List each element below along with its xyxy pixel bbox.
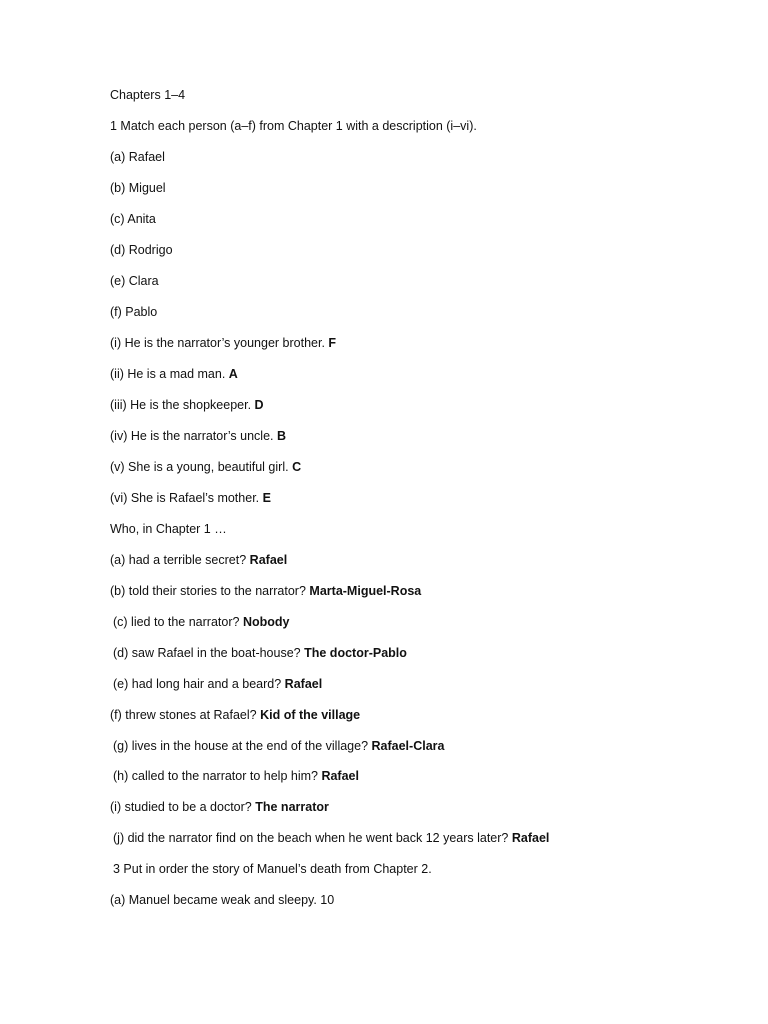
description-answer: D — [254, 398, 264, 412]
who-question — [113, 768, 359, 784]
who-question — [113, 830, 549, 846]
who-question — [110, 552, 287, 568]
order-item: (a) Manuel became weak and sleepy. 10 — [110, 893, 335, 907]
who-question — [113, 614, 289, 630]
who-question-answer: The narrator — [255, 800, 329, 814]
who-question — [113, 738, 444, 754]
description-item — [110, 459, 301, 475]
description-text: (ii) He is a mad man. — [110, 367, 226, 381]
description-text: (iv) He is the narrator’s uncle. — [110, 429, 274, 443]
who-question-answer: Rafael-Clara — [371, 739, 445, 753]
who-question-answer: Marta-Miguel-Rosa — [309, 584, 422, 598]
description-text: (i) He is the narrator’s younger brother. — [110, 336, 325, 350]
description-item — [110, 428, 286, 444]
description-text: (iii) He is the shopkeeper. — [110, 398, 252, 412]
description-item — [110, 397, 264, 413]
person-item: (b) Miguel — [110, 181, 166, 195]
who-question-text: (d) saw Rafael in the boat-house? — [113, 646, 301, 660]
description-item — [110, 335, 336, 351]
description-answer: B — [276, 429, 287, 443]
who-question-text: (j) did the narrator find on the beach when he went back 12 years later? — [113, 831, 509, 845]
who-question-answer: The doctor-Pablo — [304, 646, 407, 660]
person-item: (d) Rodrigo — [110, 243, 173, 257]
description-answer: A — [228, 367, 238, 381]
description-item — [110, 490, 271, 506]
q3-instruction: 3 Put in order the story of Manuel’s death from Chapter 2. — [113, 862, 432, 876]
who-question-answer: Rafael — [284, 677, 323, 691]
who-question — [113, 676, 322, 692]
who-question-text: (g) lives in the house at the end of the village? — [113, 739, 369, 753]
description-answer: C — [292, 460, 302, 474]
person-item: (f) Pablo — [110, 305, 158, 319]
q2-intro: Who, in Chapter 1 … — [110, 522, 227, 536]
who-question-text: (b) told their stories to the narrator? — [110, 584, 306, 598]
person-item: (e) Clara — [110, 274, 159, 288]
who-question-text: (f) threw stones at Rafael? — [110, 708, 257, 722]
person-item: (a) Rafael — [110, 150, 165, 164]
who-question-answer: Rafael — [511, 831, 550, 845]
who-question-text: (e) had long hair and a beard? — [113, 677, 282, 691]
who-question — [110, 707, 360, 723]
who-question-answer: Kid of the village — [260, 708, 361, 722]
who-question-text: (i) studied to be a doctor? — [110, 800, 252, 814]
who-question — [110, 583, 421, 599]
who-question — [110, 799, 329, 815]
who-question-answer: Rafael — [249, 553, 288, 567]
who-question-text: (c) lied to the narrator? — [113, 615, 240, 629]
who-question — [113, 645, 407, 661]
who-question-text: (a) had a terrible secret? — [110, 553, 247, 567]
who-question-answer: Rafael — [321, 769, 359, 783]
description-answer: F — [328, 336, 337, 350]
description-answer: E — [262, 491, 271, 505]
person-item: (c) Anita — [110, 212, 156, 226]
description-text: (vi) She is Rafael’s mother. — [110, 491, 260, 505]
description-item — [110, 366, 238, 382]
q1-instruction: 1 Match each person (a–f) from Chapter 1 with a description (i–vi). — [110, 119, 477, 133]
page-title: Chapters 1–4 — [110, 88, 186, 102]
who-question-text: (h) called to the narrator to help him? — [113, 769, 318, 783]
who-question-answer: Nobody — [242, 615, 290, 629]
description-text: (v) She is a young, beautiful girl. — [110, 460, 289, 474]
